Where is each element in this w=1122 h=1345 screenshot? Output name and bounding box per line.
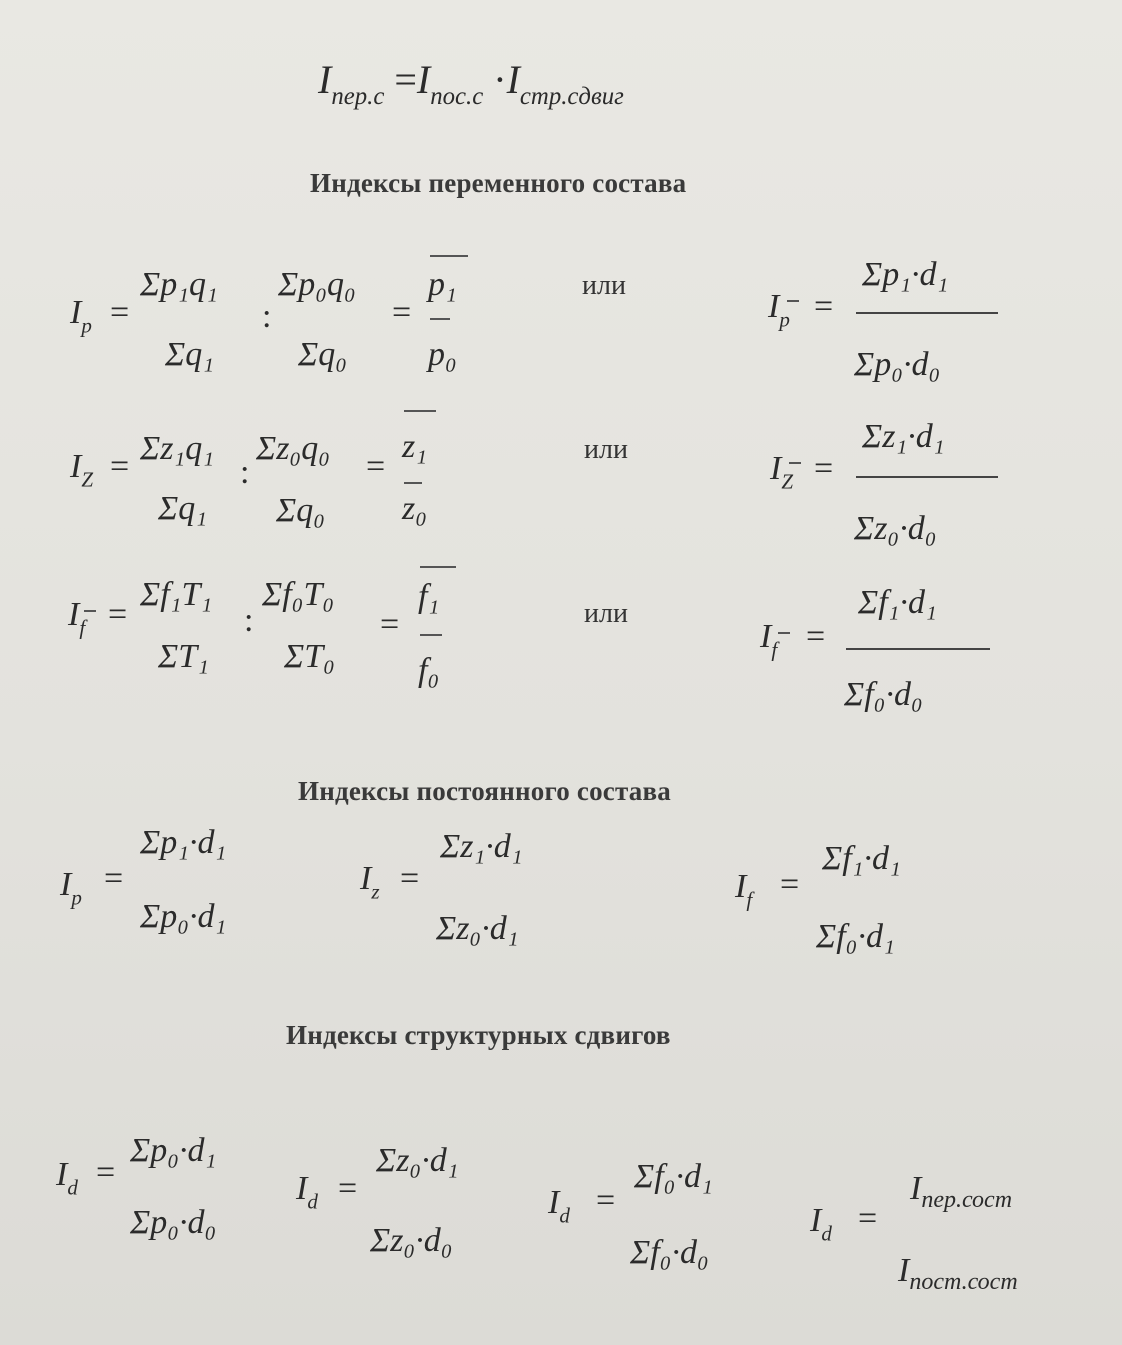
struct-p-num: Σp₀·d₁ <box>130 1132 217 1169</box>
var-z-alt-lhs-bar <box>789 462 801 464</box>
struct-ratio-num: $I_{пер.сост}$ <box>910 1170 1013 1213</box>
var-z-den1: Σq₁ <box>158 490 208 527</box>
struct-z-den: Σz₀·d₀ <box>370 1222 453 1259</box>
var-z-alt-eq: = <box>814 450 834 487</box>
var-p-den1: Σq₁ <box>165 336 215 373</box>
var-z-alt-lhs: $I_Z$ <box>770 450 794 494</box>
var-f-den2: ΣT₀ <box>284 638 335 675</box>
var-f-res-num: f₁ <box>418 578 440 615</box>
var-p-alt-line <box>856 312 998 314</box>
top-eq: = <box>394 57 417 102</box>
var-p-or: или <box>582 270 626 301</box>
var-z-num1: Σz₁q₁ <box>140 430 215 467</box>
var-f-eq2: = <box>380 606 400 643</box>
struct-ratio-den: $I_{пост.сост}$ <box>898 1252 1018 1295</box>
const-z-eq: = <box>400 860 420 897</box>
const-z-lhs: $I_z$ <box>360 860 380 904</box>
var-p-alt-den: Σp₀·d₀ <box>854 346 941 383</box>
var-z-alt-num: Σz₁·d₁ <box>862 418 945 455</box>
top-a: I <box>416 57 431 102</box>
var-f-res-den: f₀ <box>418 652 440 689</box>
struct-ratio-eq: = <box>858 1200 878 1237</box>
heading-constant: Индексы постоянного состава <box>298 776 671 806</box>
var-f-lhs: $I_f$ <box>68 596 86 640</box>
top-b: I <box>506 57 520 102</box>
var-f-alt-num: Σf₁·d₁ <box>858 584 937 621</box>
top-a-sub: пос.с <box>430 83 484 111</box>
var-p-alt-num: Σp₁·d₁ <box>862 256 949 293</box>
var-f-eq: = <box>108 596 128 633</box>
const-f-den: Σf₀·d₁ <box>816 918 895 955</box>
var-f-num1: Σf₁T₁ <box>140 576 213 613</box>
var-p-res-den-bar <box>430 318 450 320</box>
var-f-den1: ΣT₁ <box>158 638 209 675</box>
const-p-eq: = <box>104 860 124 897</box>
struct-z-lhs: $I_d$ <box>296 1170 318 1214</box>
var-f-alt-lhs: $I_f$ <box>760 618 778 662</box>
var-z-num2: Σz₀q₀ <box>256 430 331 467</box>
var-p-res-num: p₁ <box>428 266 457 303</box>
struct-ratio-lhs: $I_d$ <box>810 1202 832 1246</box>
var-f-res-den-bar <box>420 634 442 636</box>
var-z-or: или <box>584 434 628 465</box>
var-p-lhs: $I_p$ <box>70 294 92 338</box>
const-p-num: Σp₁·d₁ <box>140 824 227 861</box>
const-f-lhs: $I_f$ <box>735 868 753 912</box>
struct-f-den: Σf₀·d₀ <box>630 1234 709 1271</box>
var-p-num2: Σp₀q₀ <box>278 266 356 303</box>
var-f-res-bar <box>420 566 456 568</box>
const-z-den: Σz₀·d₁ <box>436 910 519 947</box>
const-p-den: Σp₀·d₁ <box>140 898 227 935</box>
heading-structural: Индексы структурных сдвигов <box>286 1020 671 1050</box>
var-z-res-bar <box>404 410 436 412</box>
const-p-lhs: $I_p$ <box>60 866 82 910</box>
var-p-res-den: p₀ <box>428 336 457 373</box>
var-z-colon: : <box>240 454 250 491</box>
var-p-alt-eq: = <box>814 288 834 325</box>
var-z-eq: = <box>110 448 130 485</box>
var-z-alt-line <box>856 476 998 478</box>
var-f-alt-lhs-bar <box>778 632 790 634</box>
const-z-num: Σz₁·d₁ <box>440 828 523 865</box>
var-f-num2: Σf₀T₀ <box>262 576 335 613</box>
var-p-num1: Σp₁q₁ <box>140 266 218 303</box>
var-f-alt-den: Σf₀·d₀ <box>844 676 923 713</box>
var-p-colon: : <box>262 298 272 335</box>
var-f-colon: : <box>244 602 254 639</box>
var-f-lhs-bar <box>84 610 96 612</box>
var-f-alt-line <box>846 648 990 650</box>
struct-f-lhs: $I_d$ <box>548 1184 570 1228</box>
struct-z-num: Σz₀·d₁ <box>376 1142 459 1179</box>
const-f-num: Σf₁·d₁ <box>822 840 901 877</box>
struct-z-eq: = <box>338 1170 358 1207</box>
struct-f-num: Σf₀·d₁ <box>634 1158 713 1195</box>
var-p-eq: = <box>110 294 130 331</box>
top-dot: · <box>493 57 507 102</box>
var-p-alt-lhs-bar <box>787 300 799 302</box>
struct-p-eq: = <box>96 1154 116 1191</box>
var-z-eq2: = <box>366 448 386 485</box>
var-z-res-den-bar <box>404 482 422 484</box>
top-lhs-sub: пер.с <box>331 83 385 111</box>
top-lhs: I <box>318 57 332 102</box>
struct-p-den: Σp₀·d₀ <box>130 1204 217 1241</box>
var-z-den2: Σq₀ <box>276 492 326 529</box>
top-formula <box>318 57 624 111</box>
var-p-eq2: = <box>392 294 412 331</box>
const-f-eq: = <box>780 866 800 903</box>
var-p-res-bar <box>430 255 468 257</box>
heading-variable: Индексы переменного состава <box>310 168 687 198</box>
struct-p-lhs: $I_d$ <box>56 1156 78 1200</box>
var-z-alt-den: Σz₀·d₀ <box>854 510 937 547</box>
var-p-alt-lhs: $I_p$ <box>768 288 790 332</box>
top-b-sub: стр.сдвиг <box>519 83 624 111</box>
var-f-or: или <box>584 598 628 629</box>
struct-f-eq: = <box>596 1182 616 1219</box>
var-z-res-num: z₁ <box>402 428 428 465</box>
var-f-alt-eq: = <box>806 618 826 655</box>
var-p-den2: Σq₀ <box>298 336 348 373</box>
var-z-res-den: z₀ <box>402 490 428 527</box>
var-z-lhs: $I_Z$ <box>70 448 94 492</box>
